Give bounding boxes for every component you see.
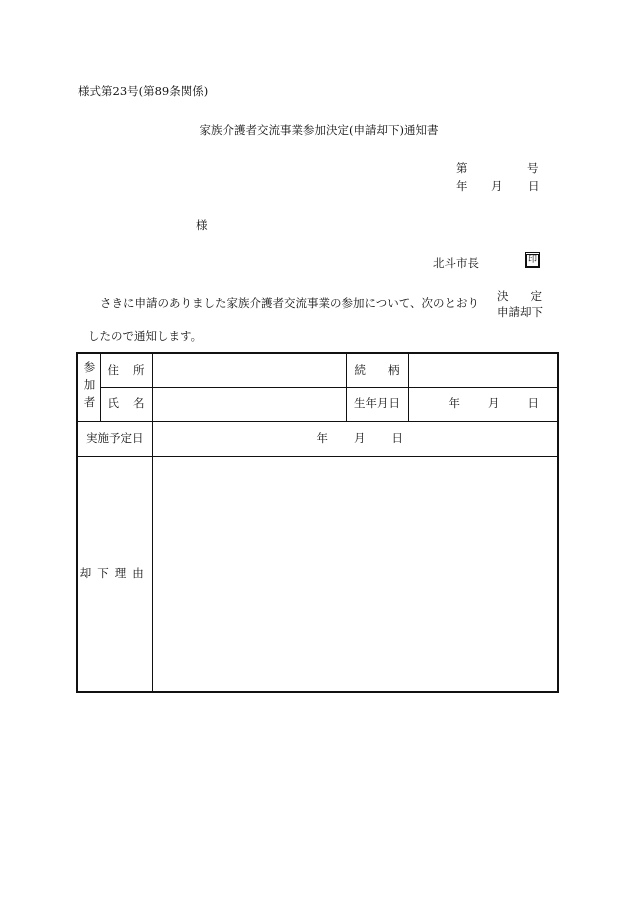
header-date-day: 日 <box>528 179 540 193</box>
seal-mark <box>525 252 540 268</box>
header-date-month: 月 <box>491 179 503 193</box>
relation-value-cell[interactable] <box>408 353 558 387</box>
birthdate-label-cell: 生年月日 <box>346 387 408 421</box>
decision-option-approve-char-2: 定 <box>530 289 542 303</box>
decision-option-approve <box>497 291 542 303</box>
relation-label-char-2: 柄 <box>388 362 400 377</box>
decision-option-reject: 申請却下 <box>497 305 543 319</box>
birthdate-month: 月 <box>488 396 500 411</box>
body-text-line-1: さきに申請のありました家族介護者交流事業の参加について、次のとおり <box>100 296 480 310</box>
header-date-year: 年 <box>456 179 468 193</box>
relation-label-cell <box>346 353 408 387</box>
schedule-label-cell: 実施予定日 <box>77 421 152 456</box>
notice-table <box>76 352 559 693</box>
schedule-month: 月 <box>354 430 366 445</box>
seal-text: 印 <box>528 254 538 265</box>
schedule-day: 日 <box>391 430 403 445</box>
name-label-char-2: 名 <box>133 396 145 411</box>
birthdate-value-cell[interactable] <box>408 387 558 421</box>
row-name <box>77 387 558 421</box>
name-label-cell <box>100 387 152 421</box>
row-reason <box>77 456 558 692</box>
relation-label-char-1: 続 <box>354 362 366 377</box>
participant-label: 参加者 <box>82 361 97 414</box>
decision-option-approve-char-1: 決 <box>497 289 509 303</box>
row-schedule <box>77 421 558 456</box>
reason-label: 却下理由 <box>79 566 150 580</box>
sender-title: 北斗市長 <box>433 256 479 270</box>
document-title: 家族介護者交流事業参加決定(申請却下)通知書 <box>199 123 439 137</box>
form-number-label: 様式第23号(第89条関係) <box>78 84 209 98</box>
address-label-char-2: 所 <box>133 362 145 377</box>
schedule-value-cell[interactable] <box>152 421 558 456</box>
doc-number-suffix: 号 <box>527 161 539 175</box>
addressee-honorific: 様 <box>196 218 208 232</box>
address-label-char-1: 住 <box>107 362 119 377</box>
reason-value-cell[interactable] <box>152 456 558 692</box>
address-label-cell <box>100 353 152 387</box>
address-value-cell[interactable] <box>152 353 346 387</box>
row-address <box>77 353 558 387</box>
doc-number-prefix: 第 <box>456 161 468 175</box>
birthdate-day: 日 <box>527 396 539 411</box>
body-text-line-2: したので通知します。 <box>88 329 203 343</box>
birthdate-year: 年 <box>448 396 460 411</box>
name-value-cell[interactable] <box>152 387 346 421</box>
schedule-year: 年 <box>316 430 328 445</box>
name-label-char-1: 氏 <box>107 396 119 411</box>
reason-label-cell <box>77 456 152 692</box>
participant-label-cell <box>77 353 100 421</box>
